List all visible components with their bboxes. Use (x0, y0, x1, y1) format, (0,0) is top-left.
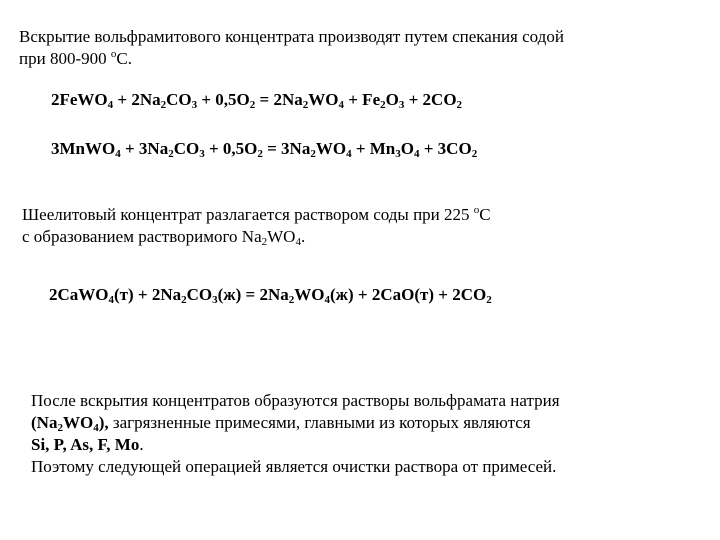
equation-ferberite: 2FeWO$_4$ + $2Na_2CO_3 + 0,5O_2 = 2Na_2WO_4 + Fe_2O_3 + 2CO_2$ (51, 90, 463, 111)
impurities-line-4: Поэтому следующей операцией является очистки раствора от примесей. (31, 457, 557, 476)
scheelite-paragraph (22, 204, 491, 248)
scheelite-line-1: Шеелитовый концентрат разлагается раствором соды при 225 $^о$С (22, 204, 491, 224)
impurities-paragraph (31, 390, 560, 478)
equation-huebnerite: 3MnWO$_4$ + $3Na_2CO_3 + 0,5O_2 = 3Na_2WO_4 + Mn_3O_4 + 3CO_2$ (51, 139, 478, 160)
impurities-line-1: После вскрытия концентратов образуются растворы вольфрамата натрия (31, 391, 560, 410)
intro-line-1: Вскрытие вольфрамитового концентрата производят путем спекания содой (19, 27, 564, 46)
intro-paragraph (19, 26, 564, 70)
equation-scheelite: 2CaWO$_4$(т) + $2Na_2CO_3(ж) = 2Na_2WO_4(ж) + 2CaO(т) + 2CO_2$ (49, 285, 492, 306)
impurities-line-2: $(Na_2WO_4)$, загрязненные примесями, главными из которых являются (31, 413, 531, 434)
impurities-line-3: Si, P, As, F, Mo. (31, 435, 144, 454)
intro-line-2: при 800-900 $^о$С. (19, 48, 132, 68)
scheelite-line-2: с образованием растворимого $Na_2WO_4$. (22, 227, 306, 248)
